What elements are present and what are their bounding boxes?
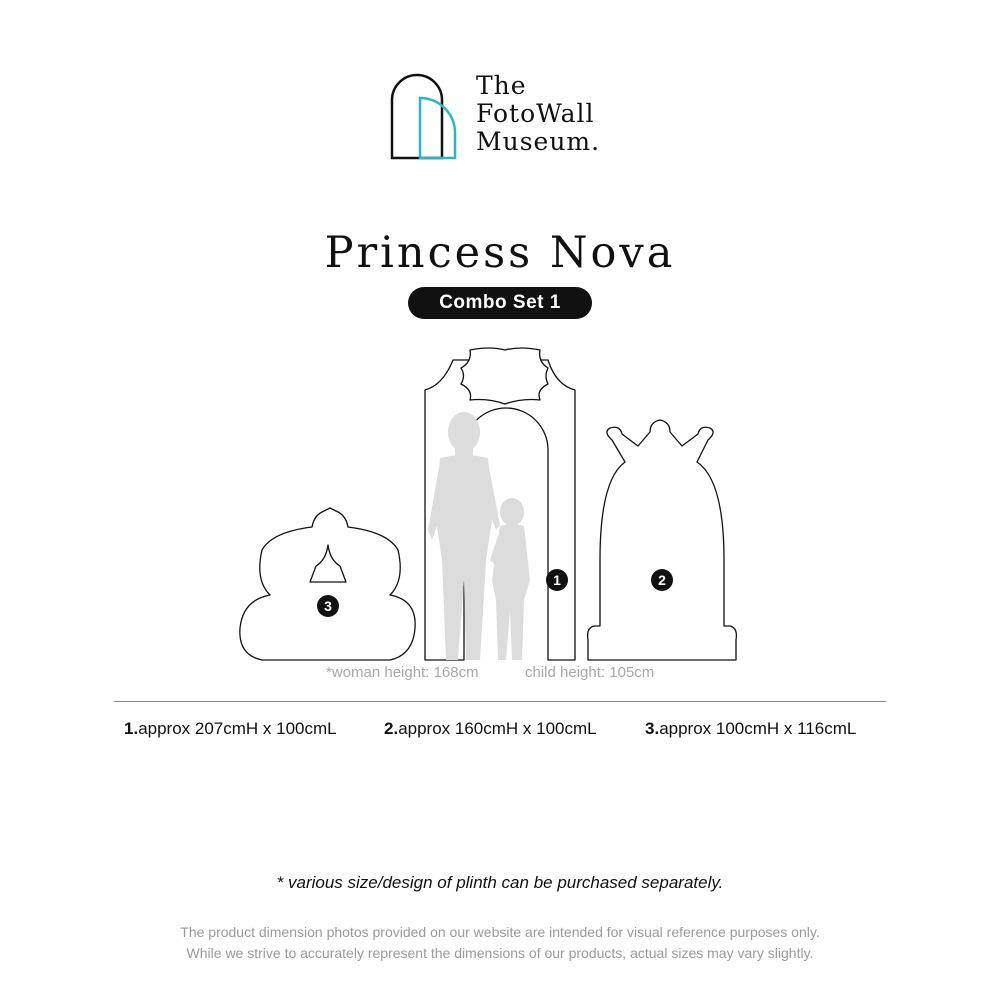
- disclaimer-line-1: The product dimension photos provided on our website are intended for visual reference purposes only.: [180, 924, 820, 940]
- divider: [114, 701, 886, 702]
- brand-name-line-2: FotoWall: [476, 99, 595, 128]
- spec-piece-3-number: 3.: [645, 719, 660, 738]
- spec-piece-2-number: 2.: [384, 719, 399, 738]
- spec-piece-1-text: approx 207cmH x 100cmL: [138, 719, 337, 738]
- spec-piece-2-text: approx 160cmH x 100cmL: [398, 719, 597, 738]
- product-title: Princess Nova: [324, 228, 676, 278]
- spec-piece-1: [124, 719, 337, 739]
- plinth-note: * various size/design of plinth can be purchased separately.: [276, 873, 724, 892]
- marker-3-label: 3: [324, 598, 332, 614]
- spec-piece-3-text: approx 100cmH x 116cmL: [659, 719, 857, 738]
- spec-piece-3: [645, 719, 856, 739]
- piece-2-outline: [588, 420, 737, 660]
- child-height-note: child height: 105cm: [525, 664, 655, 681]
- brand-name-line-1: The: [476, 71, 527, 100]
- piece-3-outline: [240, 508, 415, 660]
- disclaimer-line-2: While we strive to accurately represent the dimensions of our products, actual sizes may vary slightly.: [186, 945, 814, 961]
- combo-set-badge: Combo Set 1: [408, 287, 592, 319]
- piece-3-window: [310, 545, 346, 582]
- spec-piece-1-number: 1.: [124, 719, 139, 738]
- brand-name-line-3: Museum.: [476, 127, 601, 156]
- marker-2-label: 2: [658, 572, 666, 588]
- spec-piece-2: [384, 719, 597, 739]
- woman-height-note: *woman height: 168cm: [326, 664, 479, 681]
- marker-1-label: 1: [553, 572, 561, 588]
- piece-1-plaque: [461, 348, 548, 404]
